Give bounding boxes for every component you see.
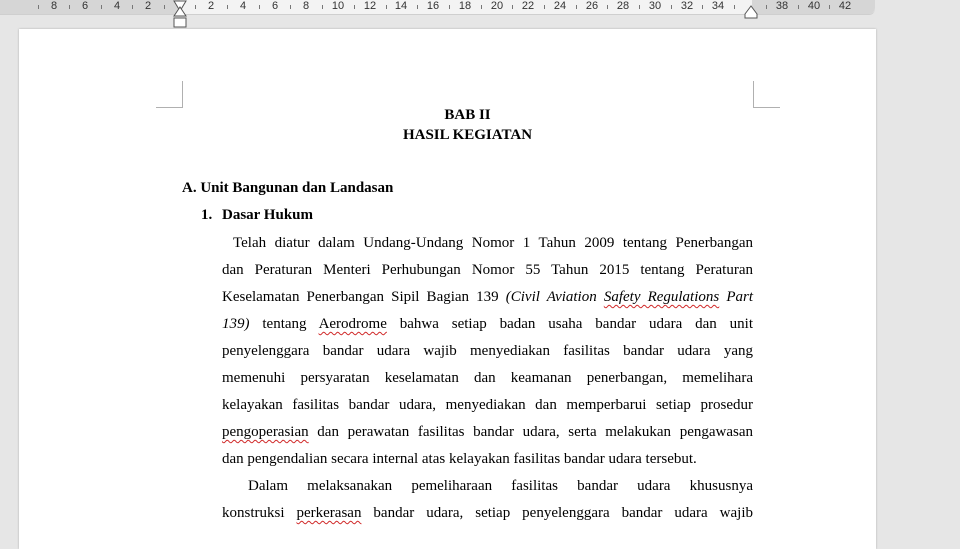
ruler-tick [639, 5, 640, 9]
ruler-tick [164, 5, 165, 9]
section-heading: A. Unit Bangunan dan Landasan [182, 180, 394, 196]
paragraph-line [222, 287, 753, 307]
ruler-tick [671, 5, 672, 9]
paragraph-line: Dalam melaksanakan pemeliharaan fasilitas bandar udara khususnya [248, 478, 753, 494]
ruler-tick [101, 5, 102, 9]
ruler-tick [322, 5, 323, 9]
paragraph-line: kelayakan fasilitas bandar udara, menyediakan dan memperbarui setiap prosedur [222, 397, 753, 413]
paragraph-line: penyelenggara bandar udara wajib menyediakan fasilitas bandar udara yang [222, 343, 753, 359]
ruler-tick [227, 5, 228, 9]
ruler-number: 6 [271, 0, 279, 12]
margin-corner-top-left [156, 81, 183, 108]
ruler-tick [512, 5, 513, 9]
ruler-number: 42 [838, 0, 852, 12]
ruler-left-margin [0, 0, 180, 14]
ruler-number: 10 [331, 0, 345, 12]
spelling-flagged-text: pengoperasian [222, 424, 309, 440]
ruler-tick [576, 5, 577, 9]
spelling-flagged-text: Aerodrome [318, 316, 387, 332]
ruler-tick [481, 5, 482, 9]
chapter-title: HASIL KEGIATAN [402, 127, 533, 143]
ruler-number: 12 [363, 0, 377, 12]
paragraph-line: Telah diatur dalam Undang-Undang Nomor 1 Tahun 2009 tentang Penerbangan [233, 235, 753, 251]
ruler-number: 8 [302, 0, 310, 12]
ruler-number: 32 [680, 0, 694, 12]
ruler-tick [290, 5, 291, 9]
text-run: tentang [249, 316, 319, 332]
ruler-tick [607, 5, 608, 9]
ruler-number: 2 [144, 0, 152, 12]
text-run: dan perawatan fasilitas bandar udara, serta melakukan pengawasan [308, 424, 753, 440]
paragraph-line [222, 422, 753, 442]
ruler-number: 8 [50, 0, 58, 12]
ruler-number: 28 [616, 0, 630, 12]
document-page[interactable] [19, 29, 876, 549]
ruler-tick [829, 5, 830, 9]
ruler-number: 34 [711, 0, 725, 12]
hanging-indent-marker[interactable] [173, 6, 187, 28]
paragraph-line: memenuhi persyaratan keselamatan dan keamanan penerbangan, memelihara [222, 370, 753, 386]
ruler-tick [38, 5, 39, 9]
ruler-tick [132, 5, 133, 9]
ruler-tick [386, 5, 387, 9]
subsection-number: 1. [201, 207, 213, 223]
text-run: (Civil Aviation [505, 289, 604, 305]
paragraph-line [222, 503, 753, 523]
ruler-tick [734, 5, 735, 9]
text-run: Part [719, 289, 753, 305]
spelling-flagged-text: Safety Regulations [603, 289, 720, 305]
text-run: bahwa setiap badan usaha bandar udara dan unit [386, 316, 754, 332]
ruler-number: 30 [648, 0, 662, 12]
text-run: konstruksi [222, 505, 297, 521]
paragraph-line: dan Peraturan Menteri Perhubungan Nomor 55 Tahun 2015 tentang Peraturan [222, 262, 753, 278]
ruler-number: 26 [585, 0, 599, 12]
ruler-tick [69, 5, 70, 9]
text-run: 139) [222, 316, 250, 332]
right-indent-marker[interactable] [744, 5, 758, 19]
ruler-number: 18 [458, 0, 472, 12]
subsection-heading: Dasar Hukum [222, 207, 313, 223]
ruler-number: 40 [807, 0, 821, 12]
ruler-number: 22 [521, 0, 535, 12]
margin-corner-top-right [753, 81, 780, 108]
ruler-tick [195, 5, 196, 9]
ruler-tick [354, 5, 355, 9]
ruler-tick [417, 5, 418, 9]
text-run: Keselamatan Penerbangan Sipil Bagian 139 [222, 289, 506, 305]
ruler-tick [449, 5, 450, 9]
ruler-tick [544, 5, 545, 9]
ruler-tick [766, 5, 767, 9]
ruler-tick [702, 5, 703, 9]
ruler-number: 20 [490, 0, 504, 12]
text-run: bandar udara, setiap penyelenggara bandar udara wajib [361, 505, 753, 521]
ruler-number: 14 [394, 0, 408, 12]
paragraph-line [222, 314, 753, 334]
ruler-tick [259, 5, 260, 9]
ruler-number: 38 [775, 0, 789, 12]
ruler-number: 4 [113, 0, 121, 12]
ruler-number: 6 [81, 0, 89, 12]
spelling-flagged-text: perkerasan [296, 505, 362, 521]
ruler-tick [798, 5, 799, 9]
ruler-number: 24 [553, 0, 567, 12]
chapter-number: BAB II [444, 107, 491, 123]
ruler-number: 2 [207, 0, 215, 12]
ruler-number: 4 [239, 0, 247, 12]
ruler-number: 16 [426, 0, 440, 12]
paragraph-line: dan pengendalian secara internal atas kelayakan fasilitas bandar udara tersebut. [222, 451, 697, 467]
